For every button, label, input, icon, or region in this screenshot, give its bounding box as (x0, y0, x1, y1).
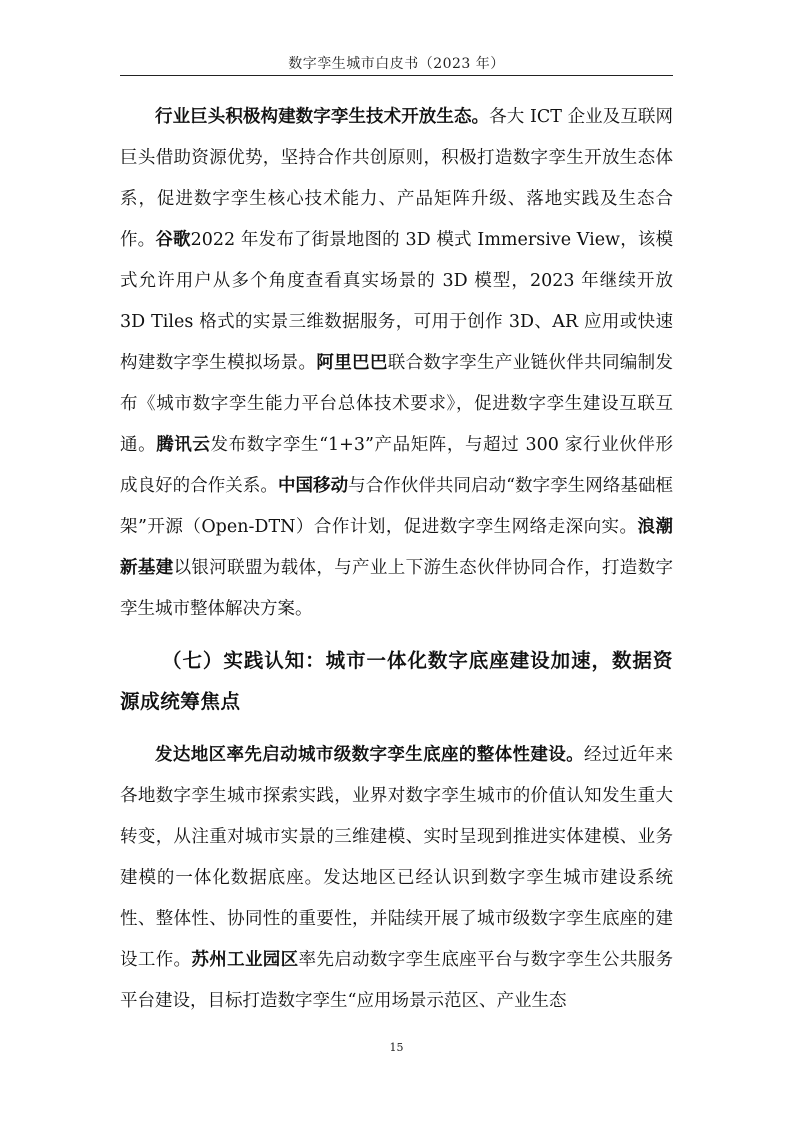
header-rule (120, 75, 673, 76)
paragraph-industry-ecosystem (120, 97, 673, 630)
paragraph-text: 以银河联盟为载体，与产业上下游生态伙伴协同合作，打造数字孪生城市整体解决方案。 (120, 558, 674, 619)
paragraph-text: 各大 ICT 企业及互联网巨头借助资源优势，坚持合作共创原则，积极打造数字孪生开放生态体系，促进数字孪生核心技术能力、产品矩阵升级、落地实践及生态合作。 (120, 107, 673, 250)
company-tencent-cloud: 腾讯云 (156, 435, 211, 455)
company-inspur: 浪潮新基建 (120, 517, 673, 578)
paragraph-text: 经过近年来各地数字孪生城市探索实践，业界对数字孪生城市的价值认知发生重大转变，从注重对城市实景的三维建模、实时呈现到推进实体建模、业务建模的一体化数据底座。发达地区已经认识到数字孪生城市建设系统性、整体性、协同性的重要性，并陆续开展了城市级数字孪生底座的建设工作。 (120, 745, 673, 970)
paragraph-lead: 行业巨头积极构建数字孪生技术开放生态。 (155, 107, 490, 127)
paragraph-text: 联合数字孪生产业链伙伴共同编制发布《城市数字孪生能力平台总体技术要求》，促进数字孪生建设互联互通。 (120, 353, 674, 455)
paragraph-text: 率先启动数字孪生底座平台与数字孪生公共服务平台建设，目标打造数字孪生“应用场景示范区、产业生态 (120, 950, 674, 1011)
company-alibaba: 阿里巴巴 (316, 353, 388, 373)
section-heading: （七）实践认知：城市一体化数字底座建设加速，数据资源成统筹焦点 (120, 649, 673, 713)
company-google: 谷歌 (155, 230, 191, 250)
page-number: 15 (389, 1041, 404, 1054)
company-china-mobile: 中国移动 (277, 476, 349, 496)
page-header: 数字孪生城市白皮书（2023 年） (288, 56, 505, 72)
paragraph-text: 2022 年发布了街景地图的 3D 模式 Immersive View，该模式允许用户从多个角度查看真实场景的 3D 模型，2023 年继续开放 3D Tiles 格式的实景三维数据服务，可用于创作 3D、AR 应用或快速构建数字孪生模拟场景。 (120, 230, 674, 373)
paragraph-lead: 发达地区率先启动城市级数字孪生底座的整体性建设。 (155, 745, 584, 765)
paragraph-text: 发布数字孪生“1+3”产品矩阵，与超过 300 家行业伙伴形成良好的合作关系。 (120, 435, 674, 496)
paragraph-developed-regions (120, 735, 673, 1022)
paragraph-text: 与合作伙伴共同启动“数字孪生网络基础框架”开源（Open-DTN）合作计划，促进数字孪生网络走深向实。 (120, 476, 673, 537)
region-suzhou-industrial-park: 苏州工业园区 (191, 950, 299, 970)
